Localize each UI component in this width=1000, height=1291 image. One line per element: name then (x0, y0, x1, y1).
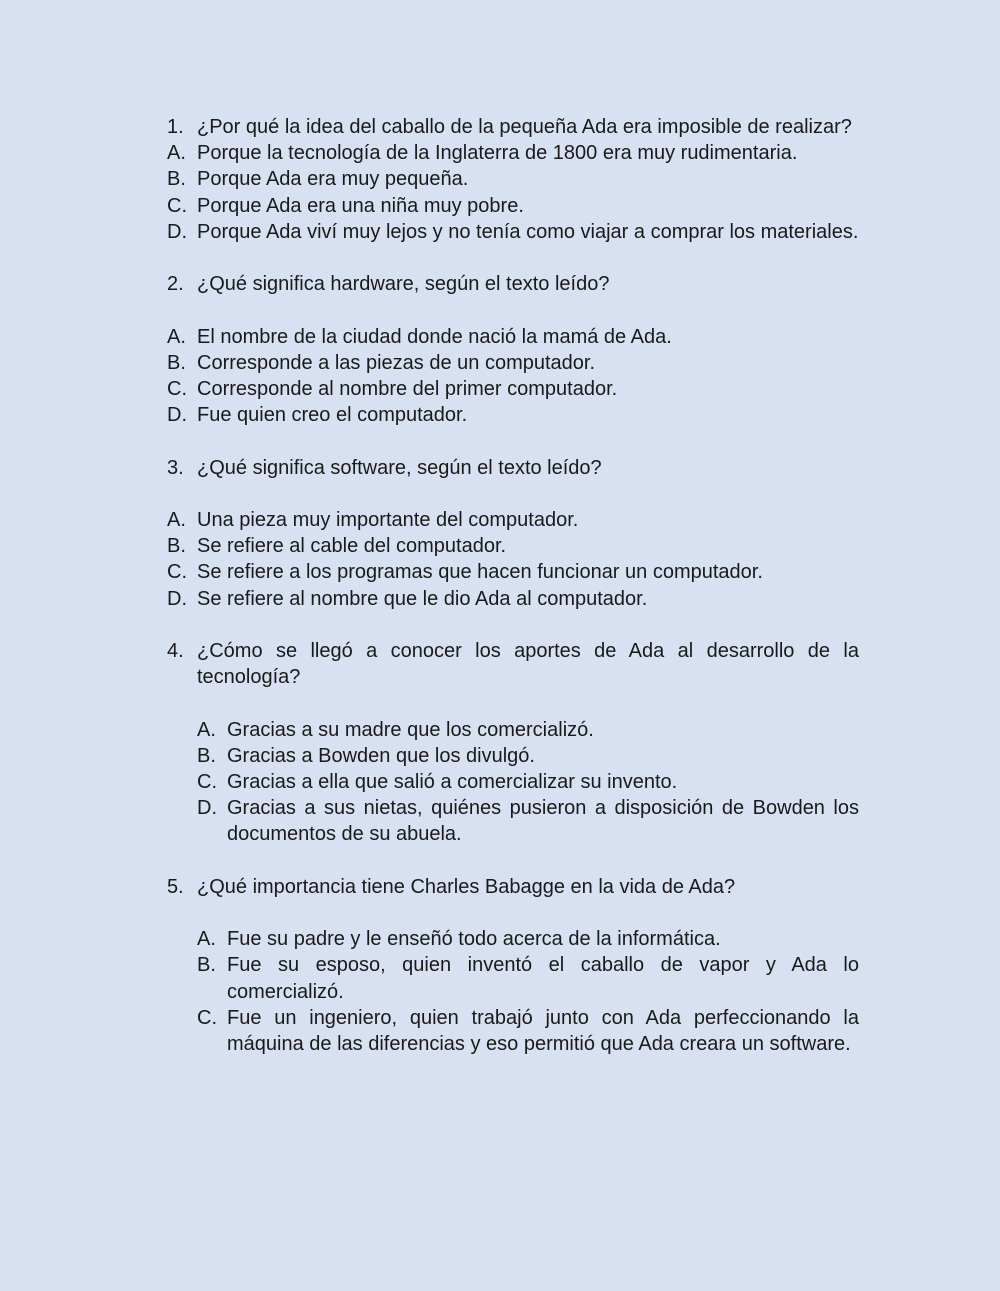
option-b[interactable] (167, 533, 859, 559)
option-letter: A. (197, 928, 216, 951)
option-letter: C. (167, 561, 187, 584)
option-letter: D. (167, 587, 187, 610)
question-text: ¿Qué significa software, según el texto leído? (197, 456, 602, 479)
option-c[interactable] (167, 376, 859, 402)
option-text: Porque Ada era muy pequeña. (197, 168, 469, 191)
question-number: 3. (167, 456, 184, 479)
question-text: ¿Por qué la idea del caballo de la pequeña Ada era imposible de realizar? (197, 116, 852, 138)
option-text: Fue su esposo, quien inventó el caballo de vapor y Ada lo comercializó. (227, 954, 859, 1003)
question-text: ¿Qué importancia tiene Charles Babagge en la vida de Ada? (197, 875, 736, 898)
option-b[interactable] (197, 952, 859, 1004)
option-a[interactable] (197, 717, 859, 743)
option-d[interactable] (167, 586, 859, 612)
option-text: Gracias a ella que salió a comercializar su invento. (227, 770, 678, 793)
spacer (167, 848, 859, 874)
option-c[interactable] (197, 769, 859, 795)
option-text: Gracias a Bowden que los divulgó. (227, 744, 535, 767)
option-a[interactable] (167, 324, 859, 350)
question-number: 4. (167, 639, 184, 662)
options-list (167, 507, 859, 612)
option-text: Gracias a su madre que los comercializó. (227, 718, 594, 741)
option-text: Fue un ingeniero, quien trabajó junto con Ada perfeccionando la máquina de las diferencias y eso permitió que Ada creara un software. (227, 1006, 859, 1055)
option-letter: B. (167, 535, 186, 558)
spacer (167, 297, 859, 323)
option-letter: B. (197, 954, 216, 977)
option-c[interactable] (197, 1005, 859, 1057)
option-d[interactable] (197, 795, 859, 847)
spacer (167, 690, 859, 716)
option-text: Una pieza muy importante del computador. (197, 508, 579, 531)
question-text: ¿Cómo se llegó a conocer los aportes de Ada al desarrollo de la tecnología? (197, 639, 859, 689)
options-list (167, 324, 859, 429)
option-letter: A. (197, 718, 216, 741)
option-letter: B. (167, 351, 186, 374)
spacer (167, 428, 859, 454)
option-text: Se refiere a los programas que hacen funcionar un computador. (197, 561, 763, 584)
options-list (197, 926, 859, 1057)
spacer (167, 245, 859, 271)
option-text: Se refiere al nombre que le dio Ada al computador. (197, 587, 648, 610)
option-letter: B. (167, 168, 186, 191)
question-2 (167, 271, 859, 297)
option-text: Se refiere al cable del computador. (197, 535, 507, 558)
option-c[interactable] (167, 559, 859, 585)
option-letter: A. (167, 508, 186, 531)
option-text: Corresponde al nombre del primer computador. (197, 378, 618, 400)
option-text: Fue su padre y le enseñó todo acerca de la informática. (227, 928, 721, 951)
option-letter: D. (167, 220, 187, 243)
question-4 (167, 638, 859, 690)
question-5 (167, 874, 859, 900)
option-d[interactable] (167, 219, 859, 245)
option-b[interactable] (167, 350, 859, 376)
question-number: 5. (167, 875, 184, 898)
option-b[interactable] (167, 166, 859, 192)
question-1 (167, 114, 859, 140)
option-a[interactable] (167, 507, 859, 533)
option-b[interactable] (197, 743, 859, 769)
spacer (167, 900, 859, 926)
question-3 (167, 455, 859, 481)
option-letter: C. (167, 194, 187, 217)
question-number: 2. (167, 273, 184, 296)
option-text: Porque Ada era una niña muy pobre. (197, 194, 524, 217)
option-text: Gracias a sus nietas, quiénes pusieron a disposición de Bowden los documentos de su abuela. (227, 797, 859, 846)
option-letter: A. (167, 142, 186, 165)
options-list (167, 140, 859, 245)
option-letter: D. (197, 797, 217, 820)
option-letter: C. (197, 1006, 217, 1029)
option-letter: C. (197, 770, 217, 793)
option-d[interactable] (167, 402, 859, 428)
option-letter: A. (167, 325, 186, 348)
option-letter: D. (167, 404, 187, 427)
question-sheet (167, 114, 859, 1057)
question-text: ¿Qué significa hardware, según el texto leído? (197, 273, 610, 296)
question-number: 1. (167, 116, 184, 138)
spacer (167, 481, 859, 507)
option-text: Fue quien creo el computador. (197, 404, 468, 427)
option-a[interactable] (167, 140, 859, 166)
option-letter: B. (197, 744, 216, 767)
option-c[interactable] (167, 193, 859, 219)
option-text: El nombre de la ciudad donde nació la mamá de Ada. (197, 325, 672, 348)
option-text: Corresponde a las piezas de un computador. (197, 351, 596, 374)
spacer (167, 612, 859, 638)
options-list (197, 717, 859, 848)
option-letter: C. (167, 378, 187, 400)
option-text: Porque Ada viví muy lejos y no tenía como viajar a comprar los materiales. (197, 220, 859, 243)
option-a[interactable] (197, 926, 859, 952)
option-text: Porque la tecnología de la Inglaterra de 1800 era muy rudimentaria. (197, 142, 798, 165)
